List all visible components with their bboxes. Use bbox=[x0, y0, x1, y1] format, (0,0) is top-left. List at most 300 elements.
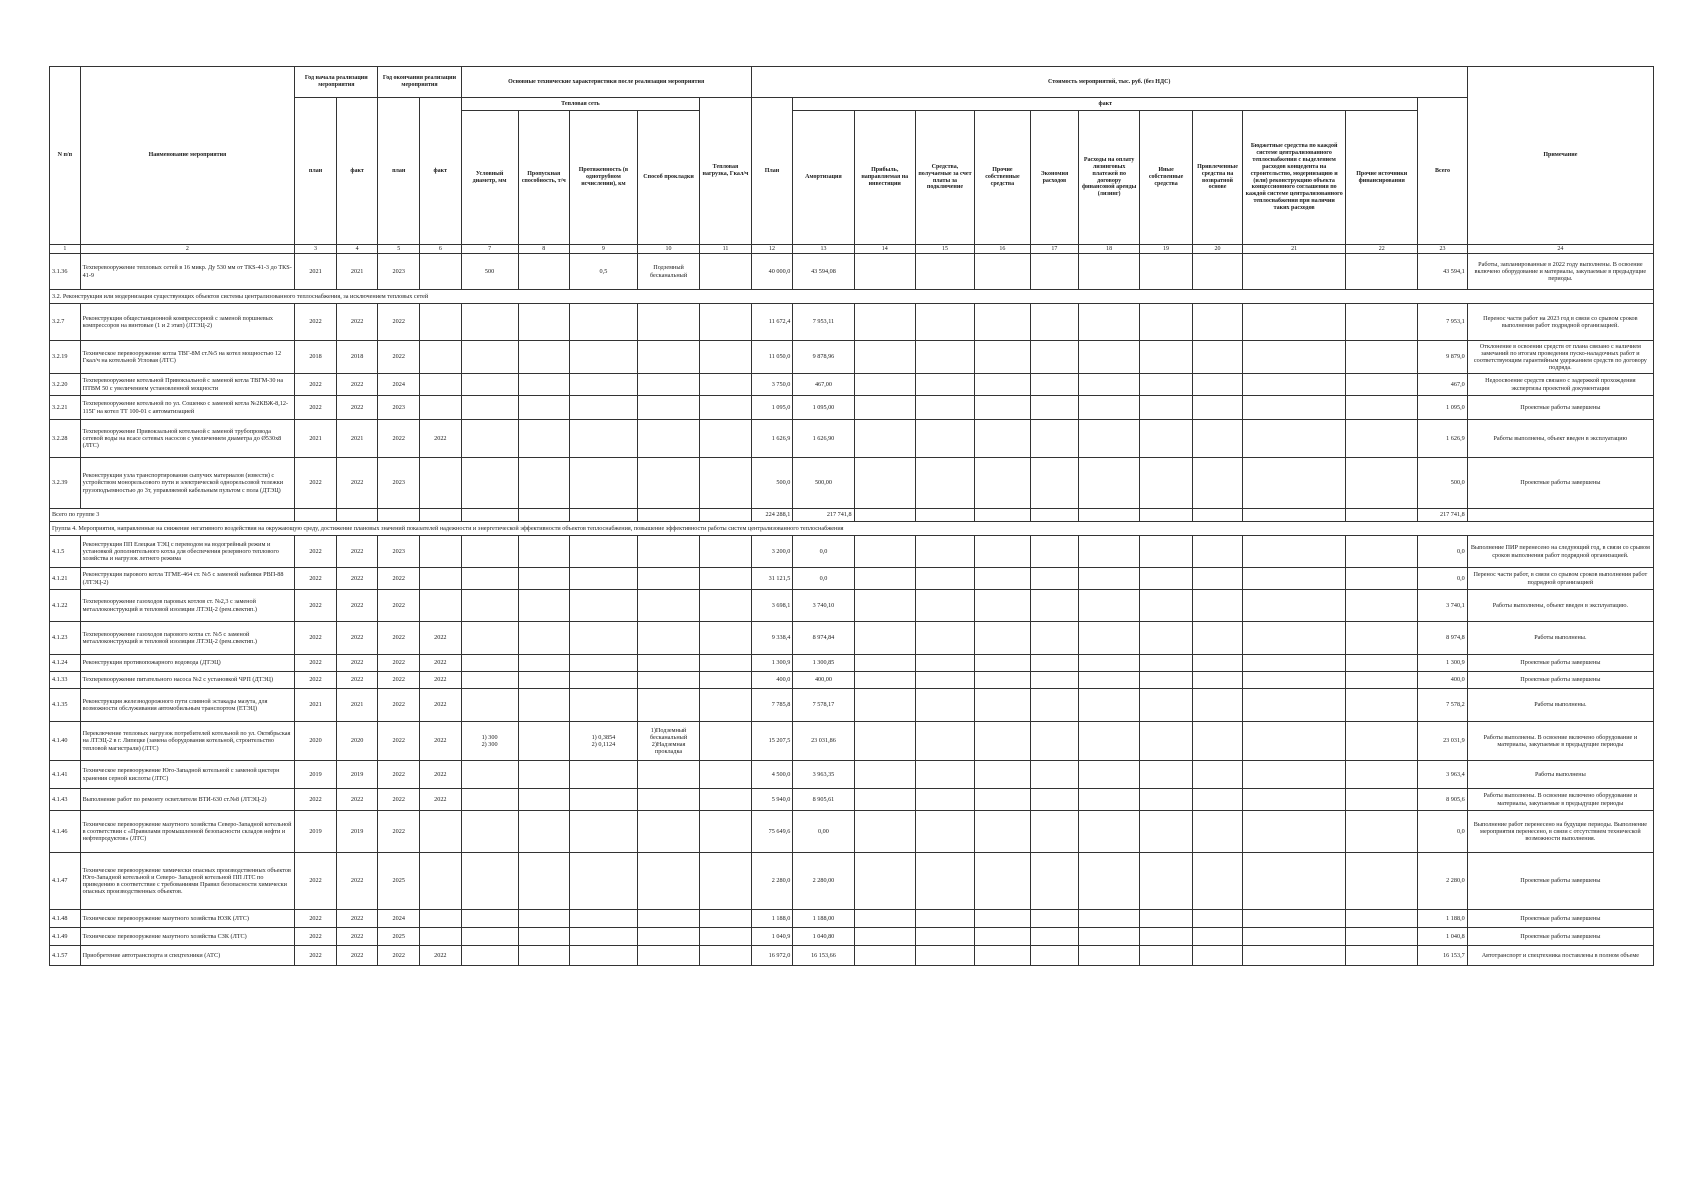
diameter-cell bbox=[461, 910, 518, 928]
empty-cell bbox=[1346, 304, 1418, 341]
amortization-cell: 400,00 bbox=[793, 672, 854, 689]
length-cell bbox=[569, 341, 637, 374]
start-year-fact: 2022 bbox=[336, 458, 378, 509]
empty-cell bbox=[1243, 622, 1346, 655]
empty-cell bbox=[1346, 928, 1418, 946]
cost-plan-cell: 3 698,1 bbox=[751, 590, 793, 622]
empty-cell bbox=[975, 672, 1031, 689]
measure-name: Техперевооружение газоходов парового котла ст. №5 с заменой металлоконструкций и тепловой изоляции ЛТЭЦ-2 (рем.свектип.) bbox=[80, 622, 295, 655]
header-capacity: Пропускная способность, т/ч bbox=[518, 111, 569, 245]
amortization-cell: 0,0 bbox=[793, 568, 854, 590]
cost-plan-cell: 400,0 bbox=[751, 672, 793, 689]
cost-plan-cell: 4 500,0 bbox=[751, 761, 793, 789]
capacity-cell bbox=[518, 722, 569, 761]
heat-load-cell bbox=[700, 254, 751, 290]
empty-cell bbox=[1078, 458, 1139, 509]
capacity-cell bbox=[518, 811, 569, 853]
diameter-cell: 1) 300 2) 300 bbox=[461, 722, 518, 761]
total-cell: 43 594,1 bbox=[1418, 254, 1467, 290]
table-row bbox=[50, 946, 1654, 966]
row-number: 3.2.19 bbox=[50, 341, 81, 374]
total-cell: 23 031,9 bbox=[1418, 722, 1467, 761]
heat-load-cell bbox=[700, 590, 751, 622]
row-number: 3.2.7 bbox=[50, 304, 81, 341]
table-row bbox=[50, 655, 1654, 672]
diameter-cell: 500 bbox=[461, 254, 518, 290]
amortization-cell: 1 188,00 bbox=[793, 910, 854, 928]
empty-cell bbox=[1243, 374, 1346, 396]
capacity-cell bbox=[518, 536, 569, 568]
empty-cell bbox=[1140, 811, 1193, 853]
end-year-fact bbox=[420, 811, 462, 853]
start-year-fact: 2022 bbox=[336, 622, 378, 655]
cost-plan-cell: 1 626,9 bbox=[751, 420, 793, 458]
empty-cell bbox=[1346, 789, 1418, 811]
end-year-fact bbox=[420, 590, 462, 622]
header-total: Всего bbox=[1418, 98, 1467, 245]
capacity-cell bbox=[518, 458, 569, 509]
capacity-cell bbox=[518, 590, 569, 622]
start-year-fact: 2020 bbox=[336, 722, 378, 761]
amortization-cell: 467,00 bbox=[793, 374, 854, 396]
empty-cell bbox=[915, 509, 974, 522]
empty-cell bbox=[1192, 789, 1242, 811]
empty-cell bbox=[915, 396, 974, 420]
end-year-plan: 2022 bbox=[378, 761, 420, 789]
empty-cell bbox=[1140, 689, 1193, 722]
row-number: 4.1.23 bbox=[50, 622, 81, 655]
column-number: 6 bbox=[420, 245, 462, 254]
end-year-fact: 2022 bbox=[420, 622, 462, 655]
note-cell: Проектные работы завершены bbox=[1467, 928, 1653, 946]
end-year-plan: 2023 bbox=[378, 396, 420, 420]
empty-cell bbox=[975, 722, 1031, 761]
measure-name: Реконструкция железнодорожного пути сливной эстакады мазута, для возможности обслуживания автомобильным транспортом (ЕТЭЦ) bbox=[80, 689, 295, 722]
investment-program-table bbox=[49, 66, 1654, 966]
header-other-own: Иные собственные средства bbox=[1140, 111, 1193, 245]
row-number: 4.1.5 bbox=[50, 536, 81, 568]
empty-cell bbox=[1078, 722, 1139, 761]
end-year-plan: 2022 bbox=[378, 420, 420, 458]
empty-cell bbox=[1140, 341, 1193, 374]
start-year-fact: 2022 bbox=[336, 568, 378, 590]
heat-load-cell bbox=[700, 928, 751, 946]
note-cell: Проектные работы завершены bbox=[1467, 655, 1653, 672]
header-end-year: Год окончания реализации мероприятия bbox=[378, 67, 461, 98]
empty-cell bbox=[975, 789, 1031, 811]
empty-cell bbox=[915, 590, 974, 622]
empty-cell bbox=[637, 509, 699, 522]
empty-cell bbox=[915, 811, 974, 853]
amortization-cell: 0,00 bbox=[793, 811, 854, 853]
empty-cell bbox=[1192, 509, 1242, 522]
measure-name: Выполнение работ по ремонту осветлителя ВТИ-630 ст.№8 (ЛТЭЦ-2) bbox=[80, 789, 295, 811]
end-year-plan: 2025 bbox=[378, 853, 420, 910]
heat-load-cell bbox=[700, 341, 751, 374]
column-number: 5 bbox=[378, 245, 420, 254]
diameter-cell bbox=[461, 304, 518, 341]
header-end-fact: факт bbox=[420, 98, 462, 245]
measure-name: Реконструкция противопожарного водовода (ДТЭЦ) bbox=[80, 655, 295, 672]
empty-cell bbox=[1346, 910, 1418, 928]
laying-cell bbox=[637, 590, 699, 622]
group-total-row bbox=[50, 509, 1654, 522]
empty-cell bbox=[975, 536, 1031, 568]
heat-load-cell bbox=[700, 946, 751, 966]
row-number: 4.1.57 bbox=[50, 946, 81, 966]
diameter-cell bbox=[461, 568, 518, 590]
header-note: Примечание bbox=[1467, 67, 1653, 245]
empty-cell bbox=[518, 509, 569, 522]
empty-cell bbox=[1192, 536, 1242, 568]
total-cell: 400,0 bbox=[1418, 672, 1467, 689]
header-other-sources: Прочие источники финансирования bbox=[1346, 111, 1418, 245]
amortization-cell: 3 963,35 bbox=[793, 761, 854, 789]
row-number: 4.1.49 bbox=[50, 928, 81, 946]
table-row bbox=[50, 622, 1654, 655]
empty-cell bbox=[915, 722, 974, 761]
empty-cell bbox=[1030, 590, 1078, 622]
start-year-plan: 2022 bbox=[295, 672, 337, 689]
capacity-cell bbox=[518, 568, 569, 590]
heat-load-cell bbox=[700, 655, 751, 672]
empty-cell bbox=[1192, 928, 1242, 946]
empty-cell bbox=[1078, 689, 1139, 722]
header-leasing: Расходы на оплату лизинговых платежей по договору финансовой аренды (лизинг) bbox=[1078, 111, 1139, 245]
column-number: 23 bbox=[1418, 245, 1467, 254]
empty-cell bbox=[1192, 811, 1242, 853]
start-year-plan: 2022 bbox=[295, 655, 337, 672]
capacity-cell bbox=[518, 396, 569, 420]
start-year-plan: 2022 bbox=[295, 946, 337, 966]
empty-cell bbox=[854, 590, 915, 622]
start-year-fact: 2022 bbox=[336, 789, 378, 811]
empty-cell bbox=[1346, 254, 1418, 290]
header-budget: Бюджетные средства по каждой системе централизованного теплоснабжения с выделением расходов концедента на строительство, модернизацию и (или) реконструкцию объекта концессионного соглашения по каждой системе централизованного теплоснабжения при наличии таких расходов bbox=[1243, 111, 1346, 245]
note-cell: Выполнение ПИР перенесено на следующий год, в связи со срывом сроков выполнения работ подрядной организацией. bbox=[1467, 536, 1653, 568]
amortization-cell: 500,00 bbox=[793, 458, 854, 509]
cost-plan-cell: 3 200,0 bbox=[751, 536, 793, 568]
column-number: 7 bbox=[461, 245, 518, 254]
empty-cell bbox=[915, 761, 974, 789]
diameter-cell bbox=[461, 420, 518, 458]
empty-cell bbox=[1030, 655, 1078, 672]
empty-cell bbox=[1192, 590, 1242, 622]
laying-cell bbox=[637, 672, 699, 689]
empty-cell bbox=[1078, 928, 1139, 946]
amortization-cell: 1 300,85 bbox=[793, 655, 854, 672]
end-year-fact: 2022 bbox=[420, 672, 462, 689]
start-year-plan: 2021 bbox=[295, 689, 337, 722]
empty-cell bbox=[1243, 928, 1346, 946]
empty-cell bbox=[1030, 910, 1078, 928]
laying-cell bbox=[637, 341, 699, 374]
total-cell: 1 095,0 bbox=[1418, 396, 1467, 420]
note-cell: Проектные работы завершены bbox=[1467, 396, 1653, 420]
cost-plan-cell: 2 280,0 bbox=[751, 853, 793, 910]
laying-cell bbox=[637, 910, 699, 928]
table-row bbox=[50, 789, 1654, 811]
row-number: 3.2.20 bbox=[50, 374, 81, 396]
amortization-cell: 23 031,86 bbox=[793, 722, 854, 761]
table-row bbox=[50, 689, 1654, 722]
empty-cell bbox=[854, 722, 915, 761]
section-row bbox=[50, 522, 1654, 536]
header-name: Наименование мероприятия bbox=[80, 67, 295, 245]
empty-cell bbox=[1078, 341, 1139, 374]
table-row bbox=[50, 396, 1654, 420]
row-number: 3.2.28 bbox=[50, 420, 81, 458]
laying-cell bbox=[637, 396, 699, 420]
laying-cell bbox=[637, 811, 699, 853]
laying-cell bbox=[637, 928, 699, 946]
empty-cell bbox=[1078, 396, 1139, 420]
header-start-plan: план bbox=[295, 98, 337, 245]
column-number: 19 bbox=[1140, 245, 1193, 254]
start-year-plan: 2022 bbox=[295, 789, 337, 811]
empty-cell bbox=[1140, 396, 1193, 420]
laying-cell bbox=[637, 853, 699, 910]
header-diameter: Условный диаметр, мм bbox=[461, 111, 518, 245]
row-number: 4.1.22 bbox=[50, 590, 81, 622]
laying-cell: Подземный бесканальный bbox=[637, 254, 699, 290]
section-row bbox=[50, 290, 1654, 304]
empty-cell bbox=[1030, 536, 1078, 568]
amortization-cell: 8 905,61 bbox=[793, 789, 854, 811]
total-cell: 3 963,4 bbox=[1418, 761, 1467, 789]
laying-cell bbox=[637, 761, 699, 789]
empty-cell bbox=[1192, 761, 1242, 789]
empty-cell bbox=[1030, 374, 1078, 396]
amortization-cell: 9 878,96 bbox=[793, 341, 854, 374]
start-year-fact: 2021 bbox=[336, 254, 378, 290]
end-year-plan: 2022 bbox=[378, 568, 420, 590]
measure-name: Реконструкция общестанционной компрессорной с заменой поршневых компрессоров на винтовые (1 и 2 этап) (ЛТЭЦ-2) bbox=[80, 304, 295, 341]
start-year-fact: 2022 bbox=[336, 672, 378, 689]
empty-cell bbox=[1030, 722, 1078, 761]
column-number: 17 bbox=[1030, 245, 1078, 254]
empty-cell bbox=[915, 304, 974, 341]
empty-cell bbox=[1346, 396, 1418, 420]
start-year-fact: 2022 bbox=[336, 304, 378, 341]
empty-cell bbox=[1140, 946, 1193, 966]
column-number: 1 bbox=[50, 245, 81, 254]
empty-cell bbox=[1243, 536, 1346, 568]
heat-load-cell bbox=[700, 536, 751, 568]
end-year-fact bbox=[420, 928, 462, 946]
empty-cell bbox=[1030, 672, 1078, 689]
heat-load-cell bbox=[700, 396, 751, 420]
amortization-cell: 7 953,11 bbox=[793, 304, 854, 341]
diameter-cell bbox=[461, 689, 518, 722]
header-amortization: Амортизация bbox=[793, 111, 854, 245]
empty-cell bbox=[461, 509, 518, 522]
empty-cell bbox=[1140, 304, 1193, 341]
empty-cell bbox=[854, 946, 915, 966]
note-cell: Перенос части работ, в связи со срывом сроков выполнения работ подрядной организацией bbox=[1467, 568, 1653, 590]
start-year-fact: 2022 bbox=[336, 374, 378, 396]
total-cell: 217 741,8 bbox=[1418, 509, 1467, 522]
laying-cell bbox=[637, 420, 699, 458]
heat-load-cell bbox=[700, 304, 751, 341]
length-cell bbox=[569, 811, 637, 853]
length-cell bbox=[569, 761, 637, 789]
measure-name: Переключение тепловых нагрузок потребителей котельной по ул. Октябрьская на ЛТЭЦ-2 в г. Липецке (замена оборудования котельной, строительство тепловой магистрали) (ЛТС) bbox=[80, 722, 295, 761]
start-year-fact: 2022 bbox=[336, 590, 378, 622]
empty-cell bbox=[915, 853, 974, 910]
length-cell bbox=[569, 689, 637, 722]
length-cell bbox=[569, 536, 637, 568]
empty-cell bbox=[1140, 509, 1193, 522]
start-year-plan: 2022 bbox=[295, 928, 337, 946]
empty-cell bbox=[1192, 946, 1242, 966]
column-number-row bbox=[50, 245, 1654, 254]
cost-plan-cell: 5 940,0 bbox=[751, 789, 793, 811]
start-year-plan: 2022 bbox=[295, 568, 337, 590]
empty-cell bbox=[854, 689, 915, 722]
empty-cell bbox=[1030, 853, 1078, 910]
diameter-cell bbox=[461, 374, 518, 396]
cost-plan-cell: 1 095,0 bbox=[751, 396, 793, 420]
measure-name: Реконструкция ПП Елецкая ТЭЦ с переводом на водогрейный режим и установкой дополнительного котла для обеспечения резервного теплового хозяйства и нагрузок летнего режима bbox=[80, 536, 295, 568]
empty-cell bbox=[1243, 341, 1346, 374]
length-cell bbox=[569, 655, 637, 672]
empty-cell bbox=[1243, 509, 1346, 522]
empty-cell bbox=[975, 396, 1031, 420]
start-year-plan: 2022 bbox=[295, 536, 337, 568]
empty-cell bbox=[915, 946, 974, 966]
empty-cell bbox=[1192, 458, 1242, 509]
empty-cell bbox=[915, 420, 974, 458]
header-tech: Основные технические характеристики после реализации мероприятия bbox=[461, 67, 751, 98]
empty-cell bbox=[1078, 811, 1139, 853]
empty-cell bbox=[1243, 655, 1346, 672]
empty-cell bbox=[569, 509, 637, 522]
measure-name: Техническое перевооружение мазутного хозяйства ЮЗК (ЛТС) bbox=[80, 910, 295, 928]
measure-name: Техническое перевооружение химически опасных производственных объектов Юго-Западной котельной и Северо- Западной котельной ПП ЛТС по приведению в соответствие с требованиями Правил безопасности химически опасных производственных объектов. bbox=[80, 853, 295, 910]
start-year-fact: 2018 bbox=[336, 341, 378, 374]
table-row bbox=[50, 254, 1654, 290]
empty-cell bbox=[854, 789, 915, 811]
table-row bbox=[50, 672, 1654, 689]
empty-cell bbox=[1140, 458, 1193, 509]
capacity-cell bbox=[518, 910, 569, 928]
empty-cell bbox=[975, 590, 1031, 622]
empty-cell bbox=[854, 910, 915, 928]
empty-cell bbox=[1243, 910, 1346, 928]
empty-cell bbox=[1030, 420, 1078, 458]
empty-cell bbox=[1243, 458, 1346, 509]
capacity-cell bbox=[518, 254, 569, 290]
end-year-fact: 2022 bbox=[420, 722, 462, 761]
empty-cell bbox=[1030, 946, 1078, 966]
note-cell: Работы выполнены. В освоение включено оборудование и материалы, закупаемые в предыдущие периоды bbox=[1467, 789, 1653, 811]
empty-cell bbox=[1346, 420, 1418, 458]
capacity-cell bbox=[518, 761, 569, 789]
empty-cell bbox=[1078, 374, 1139, 396]
header-heat-net: Тепловая сеть bbox=[461, 98, 700, 111]
diameter-cell bbox=[461, 928, 518, 946]
cost-plan-cell: 500,0 bbox=[751, 458, 793, 509]
heat-load-cell bbox=[700, 689, 751, 722]
cost-plan-cell: 11 050,0 bbox=[751, 341, 793, 374]
table-row bbox=[50, 910, 1654, 928]
length-cell bbox=[569, 622, 637, 655]
end-year-plan: 2022 bbox=[378, 341, 420, 374]
amortization-cell: 43 594,08 bbox=[793, 254, 854, 290]
start-year-fact: 2022 bbox=[336, 910, 378, 928]
empty-cell bbox=[975, 568, 1031, 590]
empty-cell bbox=[854, 536, 915, 568]
measure-name: Техперевооружение котельной Привокзальной с заменой котла ТВГМ-30 на ПТВМ 50 с увеличением установленной мощности bbox=[80, 374, 295, 396]
row-number: 4.1.35 bbox=[50, 689, 81, 722]
header-laying: Способ прокладки bbox=[637, 111, 699, 245]
start-year-fact: 2019 bbox=[336, 761, 378, 789]
empty-cell bbox=[1192, 374, 1242, 396]
diameter-cell bbox=[461, 672, 518, 689]
total-cell: 8 974,8 bbox=[1418, 622, 1467, 655]
start-year-fact: 2021 bbox=[336, 689, 378, 722]
note-cell: Проектные работы завершены bbox=[1467, 458, 1653, 509]
length-cell bbox=[569, 304, 637, 341]
note-cell: Автотранспорт и спецтехника поставлены в полном объеме bbox=[1467, 946, 1653, 966]
cost-plan-cell: 15 207,5 bbox=[751, 722, 793, 761]
measure-name: Техническое перевооружение котла ТВГ-8М ст.№5 на котел мощностью 12 Гкал/ч на котельной Угловая (ЛТС) bbox=[80, 341, 295, 374]
end-year-plan: 2022 bbox=[378, 689, 420, 722]
empty-cell bbox=[1078, 590, 1139, 622]
row-number: 4.1.24 bbox=[50, 655, 81, 672]
capacity-cell bbox=[518, 655, 569, 672]
note-cell: Перенос части работ на 2023 год в связи со срывом сроков выполнения работ подрядной организацией. bbox=[1467, 304, 1653, 341]
row-number: 3.2.39 bbox=[50, 458, 81, 509]
end-year-plan: 2023 bbox=[378, 254, 420, 290]
start-year-plan: 2020 bbox=[295, 722, 337, 761]
amortization-cell: 1 040,80 bbox=[793, 928, 854, 946]
empty-cell bbox=[1346, 946, 1418, 966]
empty-cell bbox=[1243, 254, 1346, 290]
end-year-plan: 2022 bbox=[378, 304, 420, 341]
header-heat-load: Тепловая нагрузка, Гкал/ч bbox=[700, 98, 751, 245]
empty-cell bbox=[1030, 761, 1078, 789]
empty-cell bbox=[854, 811, 915, 853]
table-row bbox=[50, 374, 1654, 396]
row-number: 4.1.41 bbox=[50, 761, 81, 789]
total-cell: 467,0 bbox=[1418, 374, 1467, 396]
start-year-plan: 2022 bbox=[295, 853, 337, 910]
empty-cell bbox=[1140, 853, 1193, 910]
capacity-cell bbox=[518, 928, 569, 946]
empty-cell bbox=[1078, 655, 1139, 672]
note-cell: Работы выполнены bbox=[1467, 761, 1653, 789]
capacity-cell bbox=[518, 374, 569, 396]
empty-cell bbox=[975, 689, 1031, 722]
empty-cell bbox=[1192, 622, 1242, 655]
empty-cell bbox=[1346, 853, 1418, 910]
measure-name: Техперевооружение Привокзальной котельной с заменой трубопровода сетевой воды на всасе сетевых насосов с увеличением диаметра до Ø530х8 (ЛТС) bbox=[80, 420, 295, 458]
end-year-plan: 2022 bbox=[378, 622, 420, 655]
end-year-fact bbox=[420, 254, 462, 290]
cost-plan-cell: 75 649,6 bbox=[751, 811, 793, 853]
start-year-plan: 2022 bbox=[295, 590, 337, 622]
end-year-fact: 2022 bbox=[420, 689, 462, 722]
column-number: 21 bbox=[1243, 245, 1346, 254]
empty-cell bbox=[1140, 420, 1193, 458]
amortization-cell: 1 626,90 bbox=[793, 420, 854, 458]
total-cell: 9 879,0 bbox=[1418, 341, 1467, 374]
column-number: 2 bbox=[80, 245, 295, 254]
empty-cell bbox=[1140, 622, 1193, 655]
empty-cell bbox=[915, 910, 974, 928]
